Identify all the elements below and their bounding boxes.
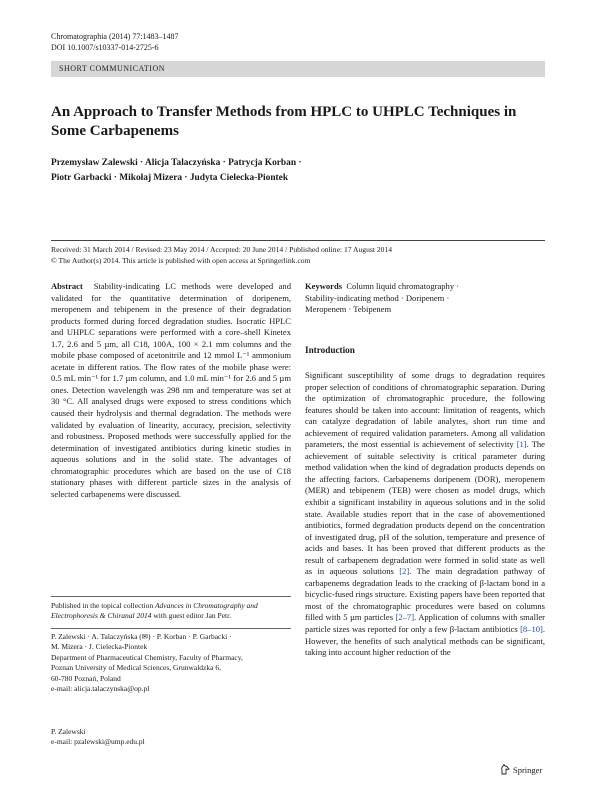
author-line: Przemysław Zalewski · Alicja Talaczyńska · Patrycja Korban · xyxy=(51,158,302,168)
header-rule xyxy=(51,240,545,241)
publisher-name: Springer xyxy=(513,764,543,775)
affiliation-line: P. Zalewski xyxy=(51,727,86,736)
citation-link[interactable]: [1] xyxy=(516,439,527,450)
history-dates: Received: 31 March 2014 / Revised: 23 May 2014 / Accepted: 20 June 2014 / Published online: 17 August 2014 xyxy=(51,245,393,254)
author-line: Piotr Garbacki · Mikołaj Mizera · Judyta Cielecka-Piontek xyxy=(51,173,289,183)
affiliation-block xyxy=(51,632,291,694)
section-banner xyxy=(51,61,545,77)
citation-link[interactable]: [8–10] xyxy=(520,624,543,635)
keywords-heading: Keywords xyxy=(305,281,343,291)
introduction-text: Significant susceptibility of some drugs to degradation requires proper selection of conditions of chromatographic separation. During the optimization of chromatographic procedure, the following features should be taken into account: limitation of reagents, which can catalyze degradation of labile analytes, short run time and achievement of required validation parameters. Among all validation parameters, the most essential is achievement of selectivity [1]. The achievement of suitable selectivity is critical parameter during method validation when the kind of degradation products depends on the affecting factors. Carbapenems doripenem (DOR), meropenem (MER) and tebipenem (TEB) were chosen as model drugs, which exhibit a significant instability in aqueous solutions and in the solid state. Available studies report that in the case of abovementioned antibiotics, formed degradation products depend on the concentration of investigated drug, pH of the solution, temperature and presence of acids and bases. It has been proved that different products as the result of carbapenem degradation were formed in solid state as well as in aqueous solutions [2]. The main degradation pathway of carbapenems degradation leads to the cracking of β-lactam bond in a bicyclic-fused rings structure. Existing papers have been reported that most of the chromatographic procedures were based on columns filled with 5 µm particles [2–7]. Application of columns with smaller particle sizes was reported for only a few β-lactam antibiotics [8–10]. However, the benefits of such analytical methods can be significant, taking into account higher reduction of the xyxy=(305,370,545,658)
introduction-heading: Introduction xyxy=(305,345,355,355)
affiliation-line: Poznan University of Medical Sciences, Grunwaldzka 6, xyxy=(51,663,221,673)
author-list xyxy=(51,156,545,186)
citation-link[interactable]: [2] xyxy=(399,566,410,577)
email-link[interactable]: e-mail: alicja.talaczynska@op.pl xyxy=(51,684,150,694)
abstract-heading: Abstract xyxy=(51,281,83,291)
springer-horse-icon xyxy=(500,764,510,775)
abstract xyxy=(51,281,291,500)
section-label: SHORT COMMUNICATION xyxy=(59,64,165,73)
abstract-text: Stability-indicating LC methods were developed and validated for the quantitative determination of doripenem, meropenem and tebipenem in the presence of their degradation products formed during forced degradation studies. Isocratic HPLC and UHPLC separations were performed with a core–shell Kinetex 1.7, 2.6 and 5 µm, all C18, 100A, 100 × 2.1 mm columns and the mobile phase composed of acetonitrile and 12 mmol L⁻¹ ammonium acetate in different ratios. The flow rates of the mobile phase were: 0.5 mL min⁻¹ for 1.7 µm column, and 1.0 mL min⁻¹ for 2.6 and 5 µm ones. Detection wavelength was 298 nm and temperature was set at 30 °C. All analysed drugs were exposed to stress conditions which caused their hydrolysis and thermal degradation. The methods were validated by evaluation of linearity, accuracy, precision, selectivity and robustness. Proposed methods were successfully applied for the determination of investigated antibiotics during kinetic studies in aqueous solutions and in the solid state. The advantages of chromatographic procedures which are based on the use of C18 stationary phases with different particle sizes in the analysis of selected carbapenems were discussed. xyxy=(51,281,291,499)
collection-note: Published in the topical collection Advances in Chromatography and Electrophoresis & Chiranal 2014 with guest editor Jan Petr. xyxy=(51,601,258,621)
keyword-line: Stability-indicating method · Doripenem · xyxy=(305,292,450,303)
footnote-divider xyxy=(51,596,291,597)
doi[interactable]: DOI 10.1007/s10337-014-2725-6 xyxy=(51,43,159,52)
citation-link[interactable]: [2–7] xyxy=(395,612,415,623)
article-title: An Approach to Transfer Methods from HPLC to UHPLC Techniques in Some Carbapenems xyxy=(51,104,517,139)
affiliation-line: P. Zalewski · A. Talaczyńska (✉) · P. Korban · P. Garbacki · xyxy=(51,632,232,641)
license-statement: © The Author(s) 2014. This article is published with open access at Springerlink.com xyxy=(51,256,311,265)
affiliation-divider xyxy=(51,628,291,629)
keyword-line: Column liquid chromatography · xyxy=(346,281,460,291)
affiliation-line: M. Mizera · J. Cielecka-Piontek xyxy=(51,642,148,652)
publication-dates xyxy=(51,244,545,266)
affiliation-line: 60-780 Poznań, Poland xyxy=(51,673,121,683)
keywords xyxy=(305,281,545,316)
journal-header xyxy=(51,31,179,53)
collection-name: Advances in Chromatography and Electrophoresis & Chiranal 2014 xyxy=(51,601,258,621)
affiliation-block-secondary xyxy=(51,727,291,748)
publisher-logo xyxy=(500,764,542,775)
journal-citation: Chromatographia (2014) 77:1483–1487 xyxy=(51,32,179,41)
email-link[interactable]: e-mail: pzalewski@ump.edu.pl xyxy=(51,737,145,747)
keyword-line: Meropenem · Tebipenem xyxy=(305,304,392,315)
affiliation-line: Department of Pharmaceutical Chemistry, Faculty of Pharmacy, xyxy=(51,652,243,662)
